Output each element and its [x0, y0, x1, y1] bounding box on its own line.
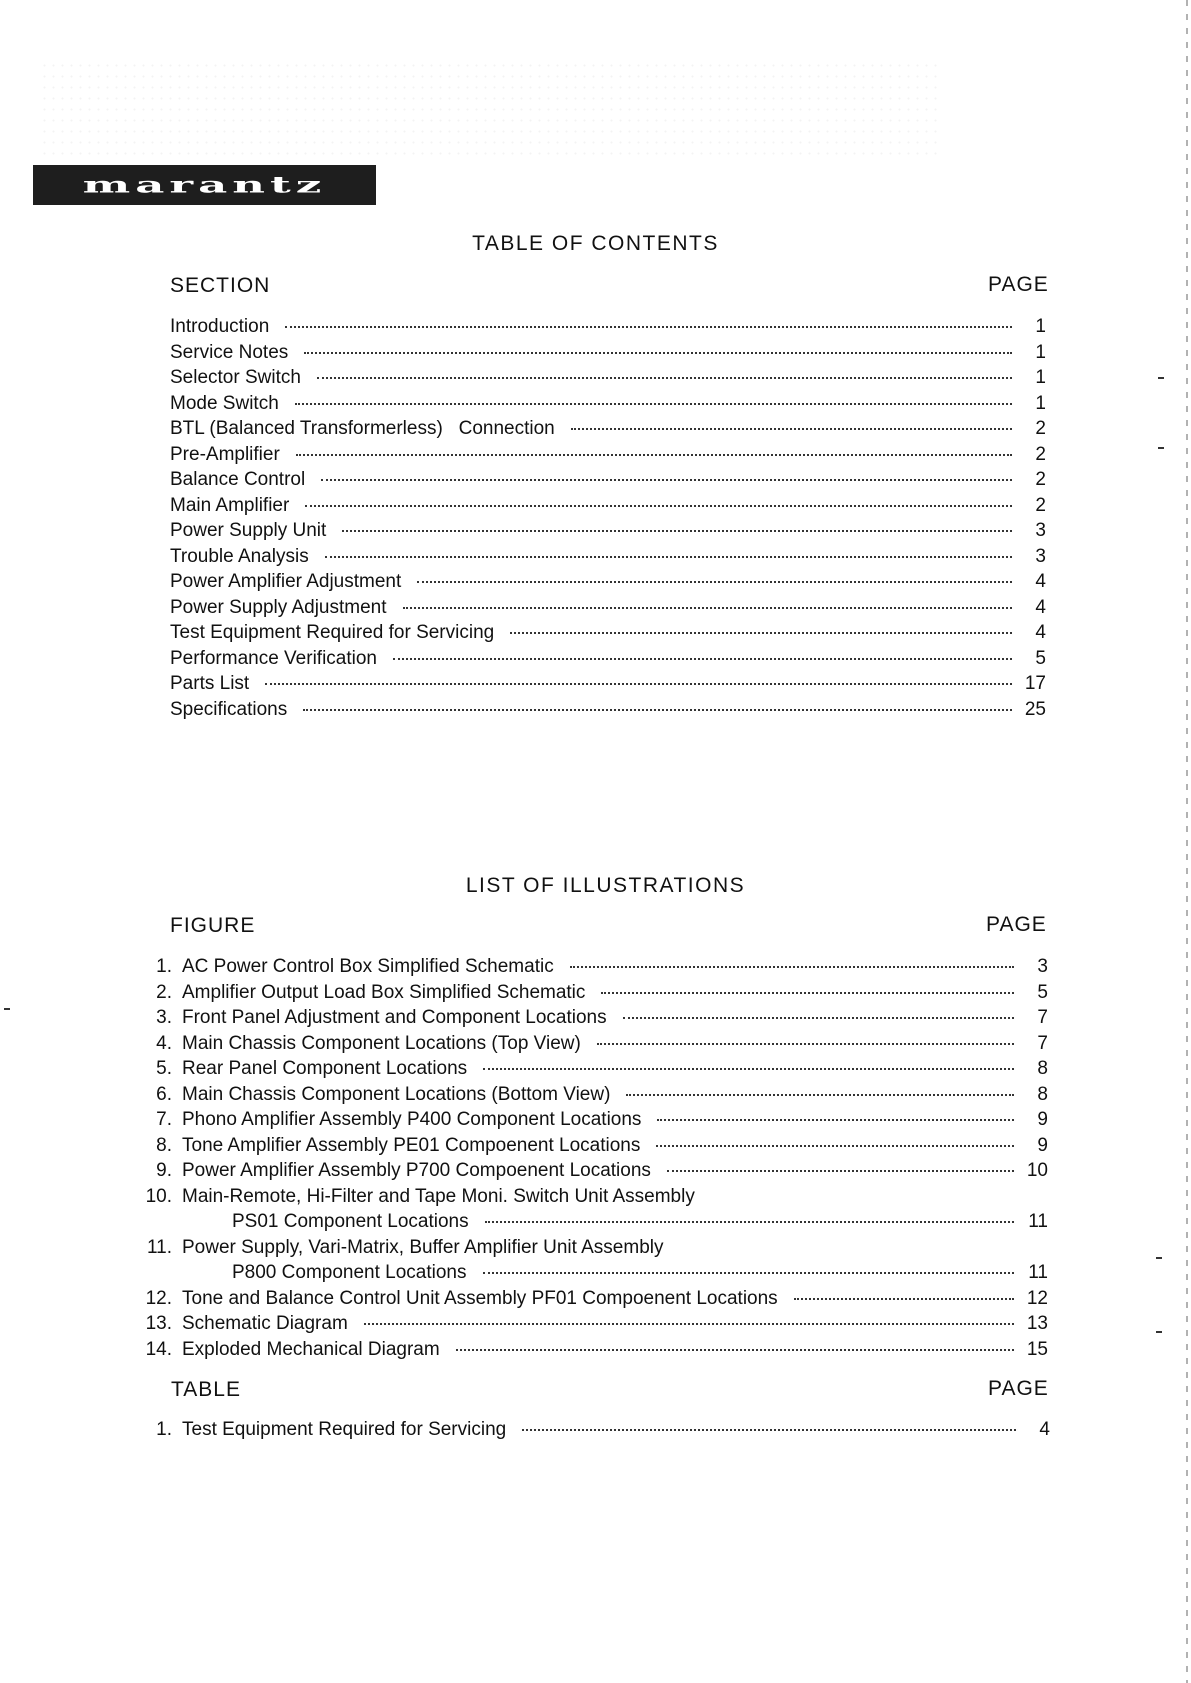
entry-row: [170, 671, 1046, 697]
entry-row: [170, 697, 1046, 723]
dot-leader: [304, 352, 1012, 354]
entry-number: 4.: [156, 1032, 172, 1054]
illustrations-page-label: PAGE: [986, 913, 1047, 936]
dot-leader: [317, 377, 1012, 379]
entry-row: [170, 518, 1046, 544]
margin-mark: [1158, 447, 1164, 449]
dot-leader: [667, 1170, 1014, 1172]
entry-page: 4: [1035, 596, 1046, 618]
entry-page: 5: [1035, 647, 1046, 669]
entry-page: 8: [1037, 1058, 1048, 1079]
dot-leader: [483, 1068, 1014, 1070]
entry-title: Pre-Amplifier: [170, 443, 280, 465]
entry-row: [122, 1417, 1050, 1443]
margin-mark: [1158, 377, 1164, 379]
entry-page: 17: [1024, 673, 1046, 694]
entry-page: 5: [1037, 981, 1048, 1003]
dot-leader: [403, 607, 1012, 609]
entry-page: 3: [1037, 956, 1048, 977]
entry-title: Power Amplifier Adjustment: [170, 571, 402, 592]
entry-number: 3.: [156, 1007, 172, 1028]
entry-title: Service Notes: [170, 341, 289, 363]
dot-leader: [305, 505, 1012, 507]
entry-title: Performance Verification: [170, 647, 377, 669]
dot-leader: [601, 992, 1014, 994]
entry-number: 14.: [145, 1338, 172, 1360]
entry-page: 13: [1026, 1313, 1048, 1334]
entry-page: 2: [1035, 494, 1046, 516]
dot-leader: [285, 326, 1012, 328]
entry-number: 9.: [156, 1160, 172, 1181]
entry-title: Exploded Mechanical Diagram: [182, 1338, 440, 1360]
margin-mark: [4, 1008, 10, 1010]
entry-title: Parts List: [170, 673, 250, 694]
dot-leader: [342, 530, 1012, 532]
entry-title: Introduction: [170, 316, 270, 337]
entry-title: Tone Amplifier Assembly PE01 Compoenent Locations: [182, 1134, 641, 1156]
entry-row: [122, 1107, 1048, 1133]
entry-row: [170, 314, 1046, 340]
toc-list: [170, 314, 1046, 722]
entry-page: 9: [1037, 1134, 1048, 1156]
entry-title: Amplifier Output Load Box Simplified Schematic: [182, 981, 586, 1003]
entry-row: [170, 416, 1046, 442]
entry-page: 7: [1037, 1007, 1048, 1028]
entry-page: 12: [1026, 1287, 1048, 1309]
entry-row: [170, 391, 1046, 417]
dot-leader: [656, 1145, 1014, 1147]
entry-row-continued: [122, 1209, 1048, 1235]
entry-row: [122, 1235, 1048, 1261]
entry-page: 1: [1035, 392, 1046, 414]
entry-row: [170, 493, 1046, 519]
entry-number: 7.: [156, 1109, 172, 1130]
entry-title: Power Supply Unit: [170, 520, 327, 541]
entry-page: 15: [1026, 1338, 1048, 1360]
entry-row-continued: [122, 1260, 1048, 1286]
margin-mark: [1156, 1331, 1162, 1333]
dot-leader: [657, 1119, 1014, 1121]
scan-speckle: [40, 60, 940, 160]
entry-page: 1: [1035, 316, 1046, 337]
entry-title: Power Supply Adjustment: [170, 596, 387, 618]
entry-row: [122, 1311, 1048, 1337]
figure-label: FIGURE: [170, 914, 256, 937]
entry-page: 25: [1024, 698, 1046, 720]
entry-number: 6.: [156, 1083, 172, 1105]
entry-number: 5.: [156, 1058, 172, 1079]
dot-leader: [296, 454, 1012, 456]
entry-page: 3: [1035, 545, 1046, 567]
entry-title: Front Panel Adjustment and Component Locations: [182, 1007, 607, 1028]
dot-leader: [393, 658, 1012, 660]
entry-title: Test Equipment Required for Servicing: [182, 1419, 507, 1440]
entry-title: BTL (Balanced Transformerless) Connection: [170, 418, 555, 439]
entry-title: Power Amplifier Assembly P700 Compoenent Locations: [182, 1160, 651, 1181]
dot-leader: [794, 1298, 1014, 1300]
entry-row: [170, 467, 1046, 493]
entry-title: Tone and Balance Control Unit Assembly PF01 Compoenent Locations: [182, 1287, 778, 1309]
tables-page-label: PAGE: [988, 1377, 1049, 1400]
entry-title: Schematic Diagram: [182, 1313, 348, 1334]
entry-row: [170, 569, 1046, 595]
table-label: TABLE: [171, 1378, 241, 1401]
entry-title: Main-Remote, Hi-Filter and Tape Moni. Switch Unit Assembly: [182, 1185, 695, 1207]
figure-list: [122, 954, 1048, 1362]
dot-leader: [364, 1323, 1014, 1325]
entry-title: Phono Amplifier Assembly P400 Component Locations: [182, 1109, 642, 1130]
dot-leader: [417, 581, 1012, 583]
entry-page: 2: [1035, 443, 1046, 465]
entry-row: [122, 1031, 1048, 1057]
entry-page: 2: [1035, 418, 1046, 439]
entry-row: [122, 1184, 1048, 1210]
toc-section-label: SECTION: [170, 274, 271, 297]
entry-row: [170, 544, 1046, 570]
dot-leader: [522, 1429, 1016, 1431]
entry-page: 8: [1037, 1083, 1048, 1105]
dot-leader: [321, 479, 1012, 481]
entry-row: [170, 620, 1046, 646]
entry-title-continued: PS01 Component Locations: [232, 1211, 469, 1232]
dot-leader: [265, 683, 1012, 685]
entry-row: [122, 954, 1048, 980]
entry-title-continued: P800 Component Locations: [232, 1262, 467, 1283]
entry-number: 1.: [156, 956, 172, 977]
entry-page: 2: [1035, 469, 1046, 490]
entry-number: 12.: [145, 1287, 172, 1309]
dot-leader: [483, 1272, 1015, 1274]
entry-number: 11.: [146, 1236, 172, 1258]
entry-title: Main Chassis Component Locations (Bottom View): [182, 1083, 611, 1105]
dot-leader: [295, 403, 1012, 405]
entry-page: 4: [1035, 571, 1046, 592]
entry-title: AC Power Control Box Simplified Schematic: [182, 956, 554, 977]
entry-title: Specifications: [170, 698, 288, 720]
entry-row: [122, 980, 1048, 1006]
entry-row: [122, 1158, 1048, 1184]
entry-row: [170, 365, 1046, 391]
entry-page: 11: [1028, 1211, 1048, 1232]
entry-row: [122, 1286, 1048, 1312]
entry-page: 7: [1037, 1032, 1048, 1054]
entry-title: Selector Switch: [170, 367, 301, 388]
entry-title: Power Supply, Vari-Matrix, Buffer Amplifier Unit Assembly: [182, 1236, 664, 1258]
entry-row: [170, 646, 1046, 672]
entry-title: Main Chassis Component Locations (Top View): [182, 1032, 581, 1054]
entry-number: 2.: [156, 981, 172, 1003]
dot-leader: [626, 1094, 1014, 1096]
entry-number: 13.: [145, 1313, 172, 1334]
entry-page: 3: [1035, 520, 1046, 541]
table-list: [122, 1417, 1050, 1443]
entry-page: 4: [1035, 622, 1046, 643]
entry-row: [170, 595, 1046, 621]
entry-row: [122, 1082, 1048, 1108]
dot-leader: [571, 428, 1012, 430]
entry-number: 8.: [156, 1134, 172, 1156]
dot-leader: [623, 1017, 1014, 1019]
entry-row: [170, 442, 1046, 468]
entry-row: [122, 1133, 1048, 1159]
entry-number: 1.: [156, 1419, 172, 1440]
dot-leader: [303, 709, 1012, 711]
dot-leader: [485, 1221, 1014, 1223]
dot-leader: [510, 632, 1012, 634]
entry-number: 10.: [145, 1185, 172, 1207]
marantz-logo: marantz: [33, 165, 376, 205]
entry-title: Test Equipment Required for Servicing: [170, 622, 495, 643]
entry-row: [122, 1005, 1048, 1031]
entry-title: Mode Switch: [170, 392, 279, 414]
dot-leader: [325, 556, 1012, 558]
entry-page: 4: [1039, 1419, 1050, 1440]
entry-title: Trouble Analysis: [170, 545, 309, 567]
entry-page: 1: [1035, 367, 1046, 388]
entry-page: 9: [1037, 1109, 1048, 1130]
illustrations-heading: LIST OF ILLUSTRATIONS: [465, 874, 746, 897]
dot-leader: [456, 1349, 1014, 1351]
entry-row: [170, 340, 1046, 366]
margin-mark: [1156, 1257, 1162, 1259]
dot-leader: [597, 1043, 1014, 1045]
entry-title: Main Amplifier: [170, 494, 290, 516]
entry-row: [122, 1337, 1048, 1363]
entry-page: 1: [1035, 341, 1046, 363]
entry-title: Balance Control: [170, 469, 306, 490]
entry-page: 11: [1028, 1262, 1048, 1283]
entry-row: [122, 1056, 1048, 1082]
toc-page-label: PAGE: [988, 273, 1049, 296]
toc-heading: TABLE OF CONTENTS: [472, 232, 719, 255]
dot-leader: [570, 966, 1014, 968]
entry-page: 10: [1026, 1160, 1048, 1181]
entry-title: Rear Panel Component Locations: [182, 1058, 468, 1079]
